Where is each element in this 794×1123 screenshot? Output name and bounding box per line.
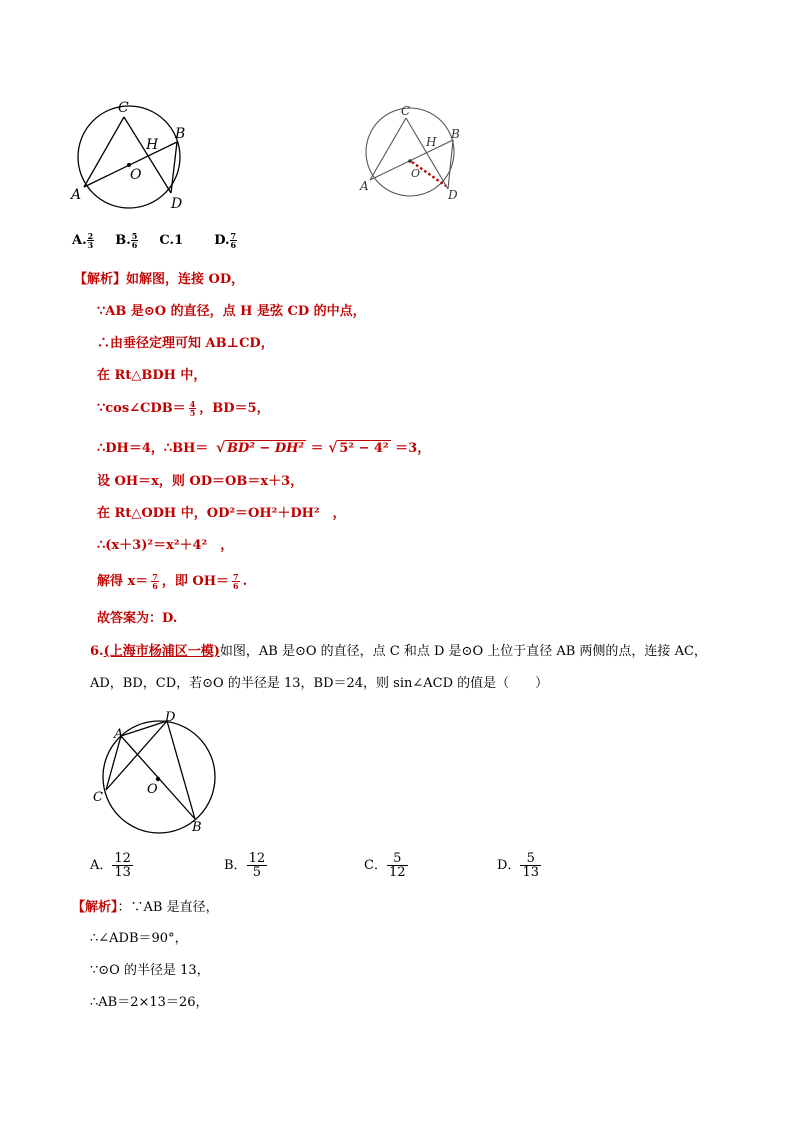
label-o: O xyxy=(411,167,421,180)
q5-solution-line-7: 设 OH＝x，则 OD＝OB＝x＋3， xyxy=(97,474,304,489)
q5-options xyxy=(72,232,237,249)
q5-solution-line-10: 解得 x＝ $\frac{7}{6}$ ，即 OH＝ $\frac{7}{6}$ . xyxy=(97,572,248,591)
label-b: B xyxy=(192,820,202,835)
center-point xyxy=(408,159,412,163)
q5-option-a: A. $\frac{2}{3}$ xyxy=(72,231,94,250)
q6-number: 6. xyxy=(90,644,104,659)
center-point xyxy=(156,777,160,781)
circle-o xyxy=(78,106,180,208)
q6-option-a: A． $\frac{12}{13}$ xyxy=(90,851,131,880)
label-c: C xyxy=(93,790,103,805)
q6-option-c: C． $\frac{5}{12}$ xyxy=(364,851,406,880)
q5-solution-line-3: ∴由垂径定理可知 AB⊥CD， xyxy=(97,336,274,351)
label-a: A xyxy=(71,187,82,203)
q6-option-d: D． $\frac{5}{13}$ xyxy=(497,851,539,880)
label-a: A xyxy=(114,727,124,742)
q6-text-line-2: AD，BD，CD，若⊙O 的半径是 13，BD＝24，则 sin∠ACD 的值是（ ） xyxy=(90,676,549,691)
segment-bd xyxy=(167,721,195,819)
q5-answer: 故答案为：D. xyxy=(97,611,178,626)
q5-solution-line-2: ∵AB 是⊙O 的直径，点 H 是弦 CD 的中点， xyxy=(97,304,366,319)
q5-option-d: D. $\frac{7}{6}$ xyxy=(214,231,237,250)
q6-option-b: B． $\frac{12}{5}$ xyxy=(224,851,266,880)
q5-solution-line-9: ∴(x＋3)²＝x²＋4² ， xyxy=(97,538,234,553)
figure-q6-diagram xyxy=(88,706,218,836)
label-c: C xyxy=(401,104,411,118)
segment-bd xyxy=(171,142,177,193)
q5-solution-line-4: 在 Rt△BDH 中， xyxy=(97,368,207,383)
figure-q5-diagram xyxy=(68,96,188,212)
q5-solution-line-6: ∴DH＝4，∴BH＝ √ BD² − DH² ＝ √ 5² − 4² ＝3， xyxy=(97,441,430,457)
q6-solution-line-4: ∴AB＝2×13＝26， xyxy=(90,995,209,1010)
q5-solution-line-5: ∵cos∠CDB＝ $\frac{4}{5}$ ，BD＝5， xyxy=(97,399,270,418)
q5-option-b: B. $\frac{5}{6}$ xyxy=(115,231,138,250)
label-o: O xyxy=(130,167,142,183)
q5-solution-line-1: 【解析】如解图，连接 OD， xyxy=(74,272,245,287)
label-o: O xyxy=(147,782,158,797)
label-d: D xyxy=(448,188,458,202)
label-d: D xyxy=(171,196,183,212)
label-c: C xyxy=(118,100,129,116)
label-b: B xyxy=(451,127,460,141)
q5-option-c: C.1 xyxy=(159,233,184,248)
label-a: A xyxy=(360,179,369,193)
q6-solution-line-3: ∵⊙O 的半径是 13， xyxy=(90,963,210,978)
q5-solution-line-8: 在 Rt△ODH 中，OD²＝OH²＋DH² ， xyxy=(97,506,346,521)
label-d: D xyxy=(165,710,176,725)
segment-ac xyxy=(84,117,124,187)
figure-q5-solution-diagram xyxy=(358,100,464,204)
segment-ac xyxy=(370,118,406,180)
q6-solution-line-2: ∴∠ADB＝90°， xyxy=(90,931,188,946)
q6-text-line-1: 6.(上海市杨浦区一模)如图，AB 是⊙O 的直径，点 C 和点 D 是⊙O 上位于直径 AB 两侧的点，连接 AC， xyxy=(90,644,707,659)
label-h: H xyxy=(426,135,437,149)
q6-source: (上海市杨浦区一模) xyxy=(103,644,220,659)
label-b: B xyxy=(175,126,186,142)
label-h: H xyxy=(146,137,159,153)
q6-solution-line-1: 【解析】：∵AB 是直径， xyxy=(72,900,219,915)
